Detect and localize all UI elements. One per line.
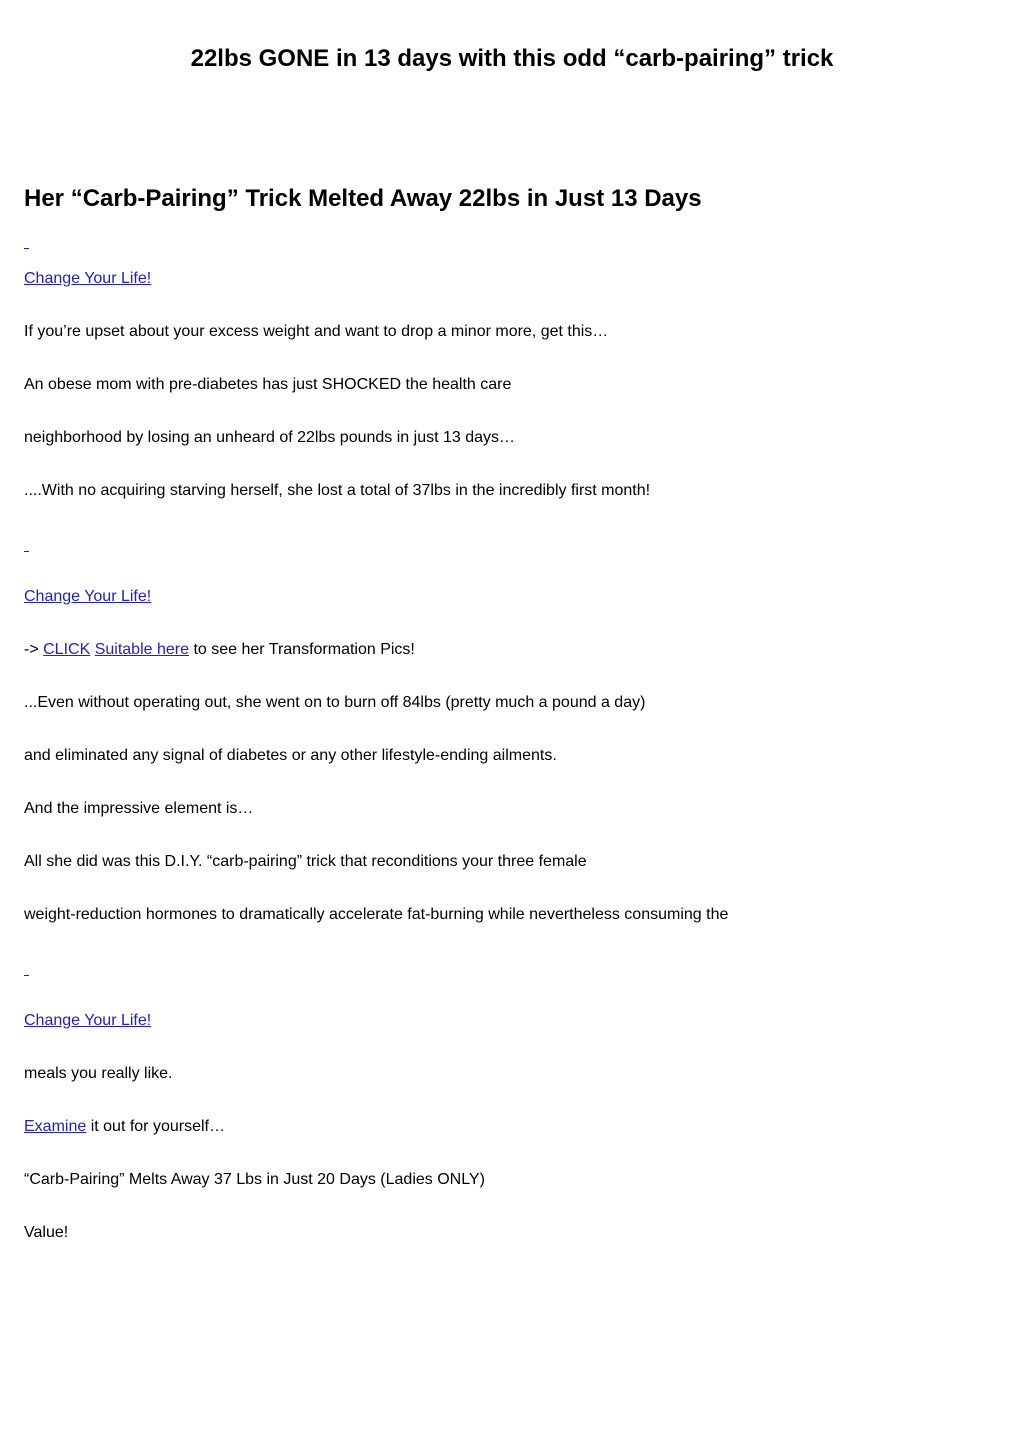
paragraph-2: An obese mom with pre-diabetes has just SHOCKED the health care <box>24 376 512 393</box>
change-your-life-link-2[interactable]: Change Your Life! <box>24 588 152 605</box>
paragraph-4: ....With no acquiring starving herself, she lost a total of 37lbs in the incredibly first month! <box>24 482 651 499</box>
paragraph-11: meals you really like. <box>24 1065 173 1082</box>
article-headline: Her “Carb-Pairing” Trick Melted Away 22lbs in Just 13 Days <box>24 185 702 212</box>
paragraph-12-suffix: it out for yourself… <box>86 1118 225 1135</box>
page-title: 22lbs GONE in 13 days with this odd “carb-pairing” trick <box>190 45 834 72</box>
image-link-1[interactable] <box>24 247 29 249</box>
image-link-2[interactable] <box>24 550 29 552</box>
paragraph-6: ...Even without operating out, she went on to burn off 84lbs (pretty much a pound a day) <box>24 694 646 711</box>
paragraph-1: If you’re upset about your excess weight and want to drop a minor more, get this… <box>24 323 609 340</box>
paragraph-5-suffix: to see her Transformation Pics! <box>189 641 415 658</box>
paragraph-3: neighborhood by losing an unheard of 22lbs pounds in just 13 days… <box>24 429 516 446</box>
paragraph-12 <box>24 1116 225 1138</box>
arrow-prefix: -> <box>24 641 44 658</box>
paragraph-14: Value! <box>24 1224 69 1241</box>
paragraph-9: All she did was this D.I.Y. “carb-pairing” trick that reconditions your three female <box>24 853 587 870</box>
change-your-life-link-3[interactable]: Change Your Life! <box>24 1012 152 1029</box>
paragraph-10: weight-reduction hormones to dramatically accelerate fat-burning while nevertheless consuming the <box>24 906 729 923</box>
image-link-3[interactable] <box>24 974 29 976</box>
paragraph-13: “Carb-Pairing” Melts Away 37 Lbs in Just 20 Days (Ladies ONLY) <box>24 1171 485 1188</box>
paragraph-7: and eliminated any signal of diabetes or any other lifestyle-ending ailments. <box>24 747 557 764</box>
paragraph-8: And the impressive element is… <box>24 800 254 817</box>
suitable-here-link[interactable]: Suitable here <box>94 641 189 658</box>
click-link[interactable]: CLICK <box>43 641 91 658</box>
examine-link[interactable]: Examine <box>24 1118 87 1135</box>
paragraph-5 <box>24 639 415 661</box>
change-your-life-link-1[interactable]: Change Your Life! <box>24 270 152 287</box>
